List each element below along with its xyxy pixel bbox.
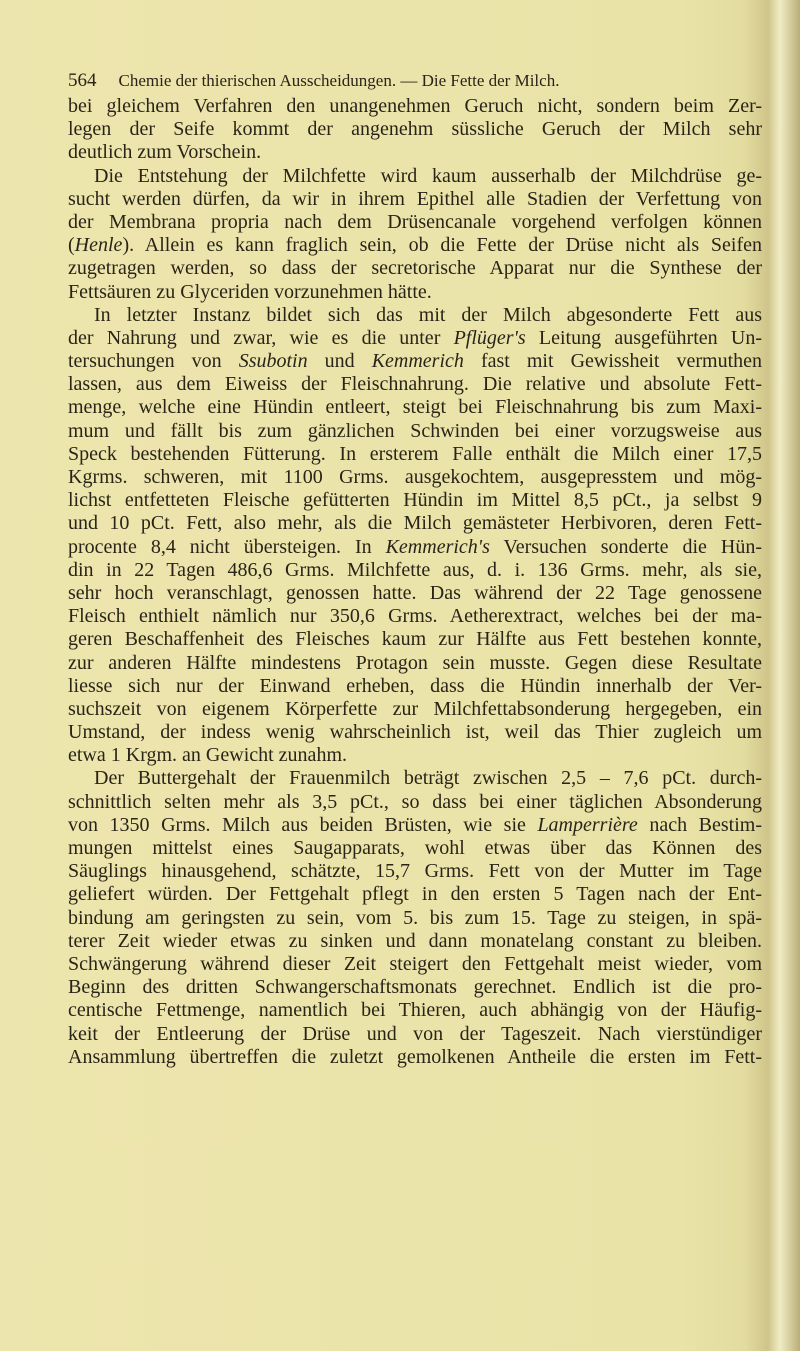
text-line — [68, 141, 762, 164]
text-line — [68, 118, 762, 141]
text-segment: Der Buttergehalt der Frauenmilch beträgt zwischen 2,5 – 7,6 pCt. durch- — [94, 767, 762, 790]
text-segment: geliefert würden. Der Fettgehalt pflegt in den ersten 5 Tagen nach der Ent- — [68, 883, 762, 906]
text-line — [68, 837, 762, 860]
text-segment: der Nahrung und zwar, wie es die unter — [68, 326, 454, 349]
page-number: 564 — [68, 70, 97, 91]
text-line — [68, 907, 762, 930]
text-segment: centische Fettmenge, namentlich bei Thieren, auch abhängig von der Häufig- — [68, 999, 762, 1022]
text-line — [68, 953, 762, 976]
text-segment: mum und fällt bis zum gänzlichen Schwinden bei einer vorzugsweise aus — [68, 419, 762, 442]
text-line — [68, 1023, 762, 1046]
text-line — [68, 304, 762, 327]
text-line — [68, 791, 762, 814]
text-segment: terer Zeit wieder etwas zu sinken und dann monatelang constant zu bleiben. — [68, 929, 762, 952]
text-segment: Die Entstehung der Milchfette wird kaum ausserhalb der Milchdrüse ge- — [94, 164, 762, 187]
text-segment: procente 8,4 nicht übersteigen. In — [68, 535, 386, 558]
text-segment: ). Allein es kann fraglich sein, ob die Fette der Drüse nicht als Seifen — [122, 234, 762, 257]
running-title: Chemie der thierischen Ausscheidungen. — Die Fette der Milch. — [118, 71, 560, 90]
text-segment: und 10 pCt. Fett, also mehr, als die Milch gemästeter Herbivoren, deren Fett- — [68, 512, 762, 535]
text-segment: Umstand, der indess wenig wahrscheinlich ist, weil das Thier zugleich um — [68, 721, 762, 744]
text-segment: deutlich zum Vorschein. — [68, 141, 262, 164]
italic-name: Kemmerich's — [385, 535, 490, 558]
italic-name: Pflüger's — [453, 326, 526, 349]
text-segment: fast mit Gewissheit vermuthen — [463, 350, 763, 373]
text-segment: Säuglings hinausgehend, schätzte, 15,7 Grms. Fett von der Mutter im Tage — [68, 860, 762, 883]
text-segment: nach Bestim- — [637, 813, 762, 836]
text-line — [68, 582, 762, 605]
text-segment: zur anderen Hälfte mindestens Protagon sein musste. Gegen diese Resultate — [68, 651, 762, 674]
italic-name: Henle — [74, 234, 123, 257]
text-line — [68, 976, 762, 999]
text-line — [68, 628, 762, 651]
text-line — [68, 327, 762, 350]
text-line — [68, 165, 762, 188]
text-line — [68, 234, 762, 257]
text-segment: menge, welche eine Hündin entleert, steigt bei Fleischnahrung bis zum Maxi- — [68, 396, 762, 419]
italic-name: Lamperrière — [537, 813, 638, 836]
text-segment: bei gleichem Verfahren den unangenehmen Geruch nicht, sondern beim Zer- — [68, 95, 762, 117]
text-segment: etwa 1 Krgm. an Gewicht zunahm. — [68, 744, 347, 767]
text-segment: ( — [68, 234, 75, 257]
text-line — [68, 675, 762, 698]
italic-name: Ssubotin — [238, 350, 308, 373]
italic-name: Kemmerich — [371, 350, 464, 373]
text-segment: legen der Seife kommt der angenehm süssliche Geruch der Milch sehr — [68, 118, 762, 141]
text-line — [68, 652, 762, 675]
text-segment: tersuchungen von — [68, 350, 239, 373]
text-segment: Fleisch enthielt nämlich nur 350,6 Grms. Aetherextract, welches bei der ma- — [68, 605, 762, 628]
text-segment: Speck bestehenden Fütterung. In ersterem Falle enthält die Milch einer 17,5 — [68, 442, 762, 465]
text-segment: keit der Entleerung der Drüse und von der Tageszeit. Nach vierstündiger — [68, 1022, 762, 1045]
text-segment: Schwängerung während dieser Zeit steigert den Fettgehalt meist wieder, vom — [68, 952, 762, 975]
text-line — [68, 489, 762, 512]
text-line — [68, 999, 762, 1022]
text-segment: In letzter Instanz bildet sich das mit der Milch abgesonderte Fett aus — [94, 303, 762, 326]
text-line — [68, 605, 762, 628]
text-segment: und — [307, 350, 372, 373]
text-segment: zugetragen werden, so dass der secretorische Apparat nur die Synthese der — [68, 257, 762, 280]
running-header — [68, 70, 768, 92]
text-segment: mungen mittelst eines Saugapparats, wohl etwas über das Können des — [68, 837, 762, 859]
text-line — [68, 211, 762, 234]
text-segment: sucht werden dürfen, da wir in ihrem Epithel alle Stadien der Verfettung von — [68, 187, 762, 210]
text-line — [68, 860, 762, 883]
text-line — [68, 443, 762, 466]
text-segment: liesse sich nur der Einwand erheben, dass die Hündin innerhalb der Ver- — [68, 674, 762, 697]
text-segment: schnittlich selten mehr als 3,5 pCt., so dass bei einer täglichen Absonderung — [68, 790, 762, 813]
text-line — [68, 281, 762, 304]
text-segment: bindung am geringsten zu sein, vom 5. bis zum 15. Tage zu steigen, in spä- — [68, 906, 762, 929]
text-line — [68, 744, 762, 767]
text-line — [68, 95, 762, 118]
text-segment: din in 22 Tagen 486,6 Grms. Milchfette aus, d. i. 136 Grms. mehr, als sie, — [68, 558, 762, 581]
text-line — [68, 420, 762, 443]
text-segment: sehr hoch veranschlagt, genossen hatte. Das während der 22 Tage genossene — [68, 581, 762, 604]
text-line — [68, 466, 762, 489]
text-line — [68, 1046, 762, 1069]
text-segment: Versuchen sonderte die Hün- — [489, 535, 763, 558]
text-line — [68, 930, 762, 953]
text-line — [68, 396, 762, 419]
text-line — [68, 536, 762, 559]
text-segment: Kgrms. schweren, mit 1100 Grms. ausgekochtem, ausgepresstem und mög- — [68, 466, 762, 488]
text-line — [68, 188, 762, 211]
text-line — [68, 721, 762, 744]
text-line — [68, 350, 762, 373]
text-segment: von 1350 Grms. Milch aus beiden Brüsten, wie sie — [68, 813, 538, 836]
text-segment: lassen, aus dem Eiweiss der Fleischnahrung. Die relative und absolute Fett- — [68, 373, 762, 396]
text-line — [68, 767, 762, 790]
body-text — [68, 95, 762, 1069]
text-segment: suchszeit von eigenem Körperfette zur Milchfettabsonderung hergegeben, ein — [68, 697, 762, 720]
text-line — [68, 883, 762, 906]
text-segment: geren Beschaffenheit des Fleisches kaum zur Hälfte aus Fett bestehen konnte, — [68, 628, 762, 651]
text-line — [68, 814, 762, 837]
text-line — [68, 257, 762, 280]
text-segment: Fettsäuren zu Glyceriden vorzunehmen hätte. — [68, 280, 432, 303]
text-segment: lichst entfetteten Fleische gefütterten Hündin im Mittel 8,5 pCt., ja selbst 9 — [68, 489, 762, 512]
text-line — [68, 373, 762, 396]
text-line — [68, 698, 762, 721]
text-line — [68, 559, 762, 582]
text-line — [68, 512, 762, 535]
text-segment: der Membrana propria nach dem Drüsencanale vorgehend verfolgen können — [68, 210, 762, 233]
text-segment: Ansammlung übertreffen die zuletzt gemolkenen Antheile die ersten im Fett- — [68, 1045, 762, 1068]
text-segment: Beginn des dritten Schwangerschaftsmonats gerechnet. Endlich ist die pro- — [68, 976, 762, 999]
text-segment: Leitung ausgeführten Un- — [525, 326, 762, 349]
